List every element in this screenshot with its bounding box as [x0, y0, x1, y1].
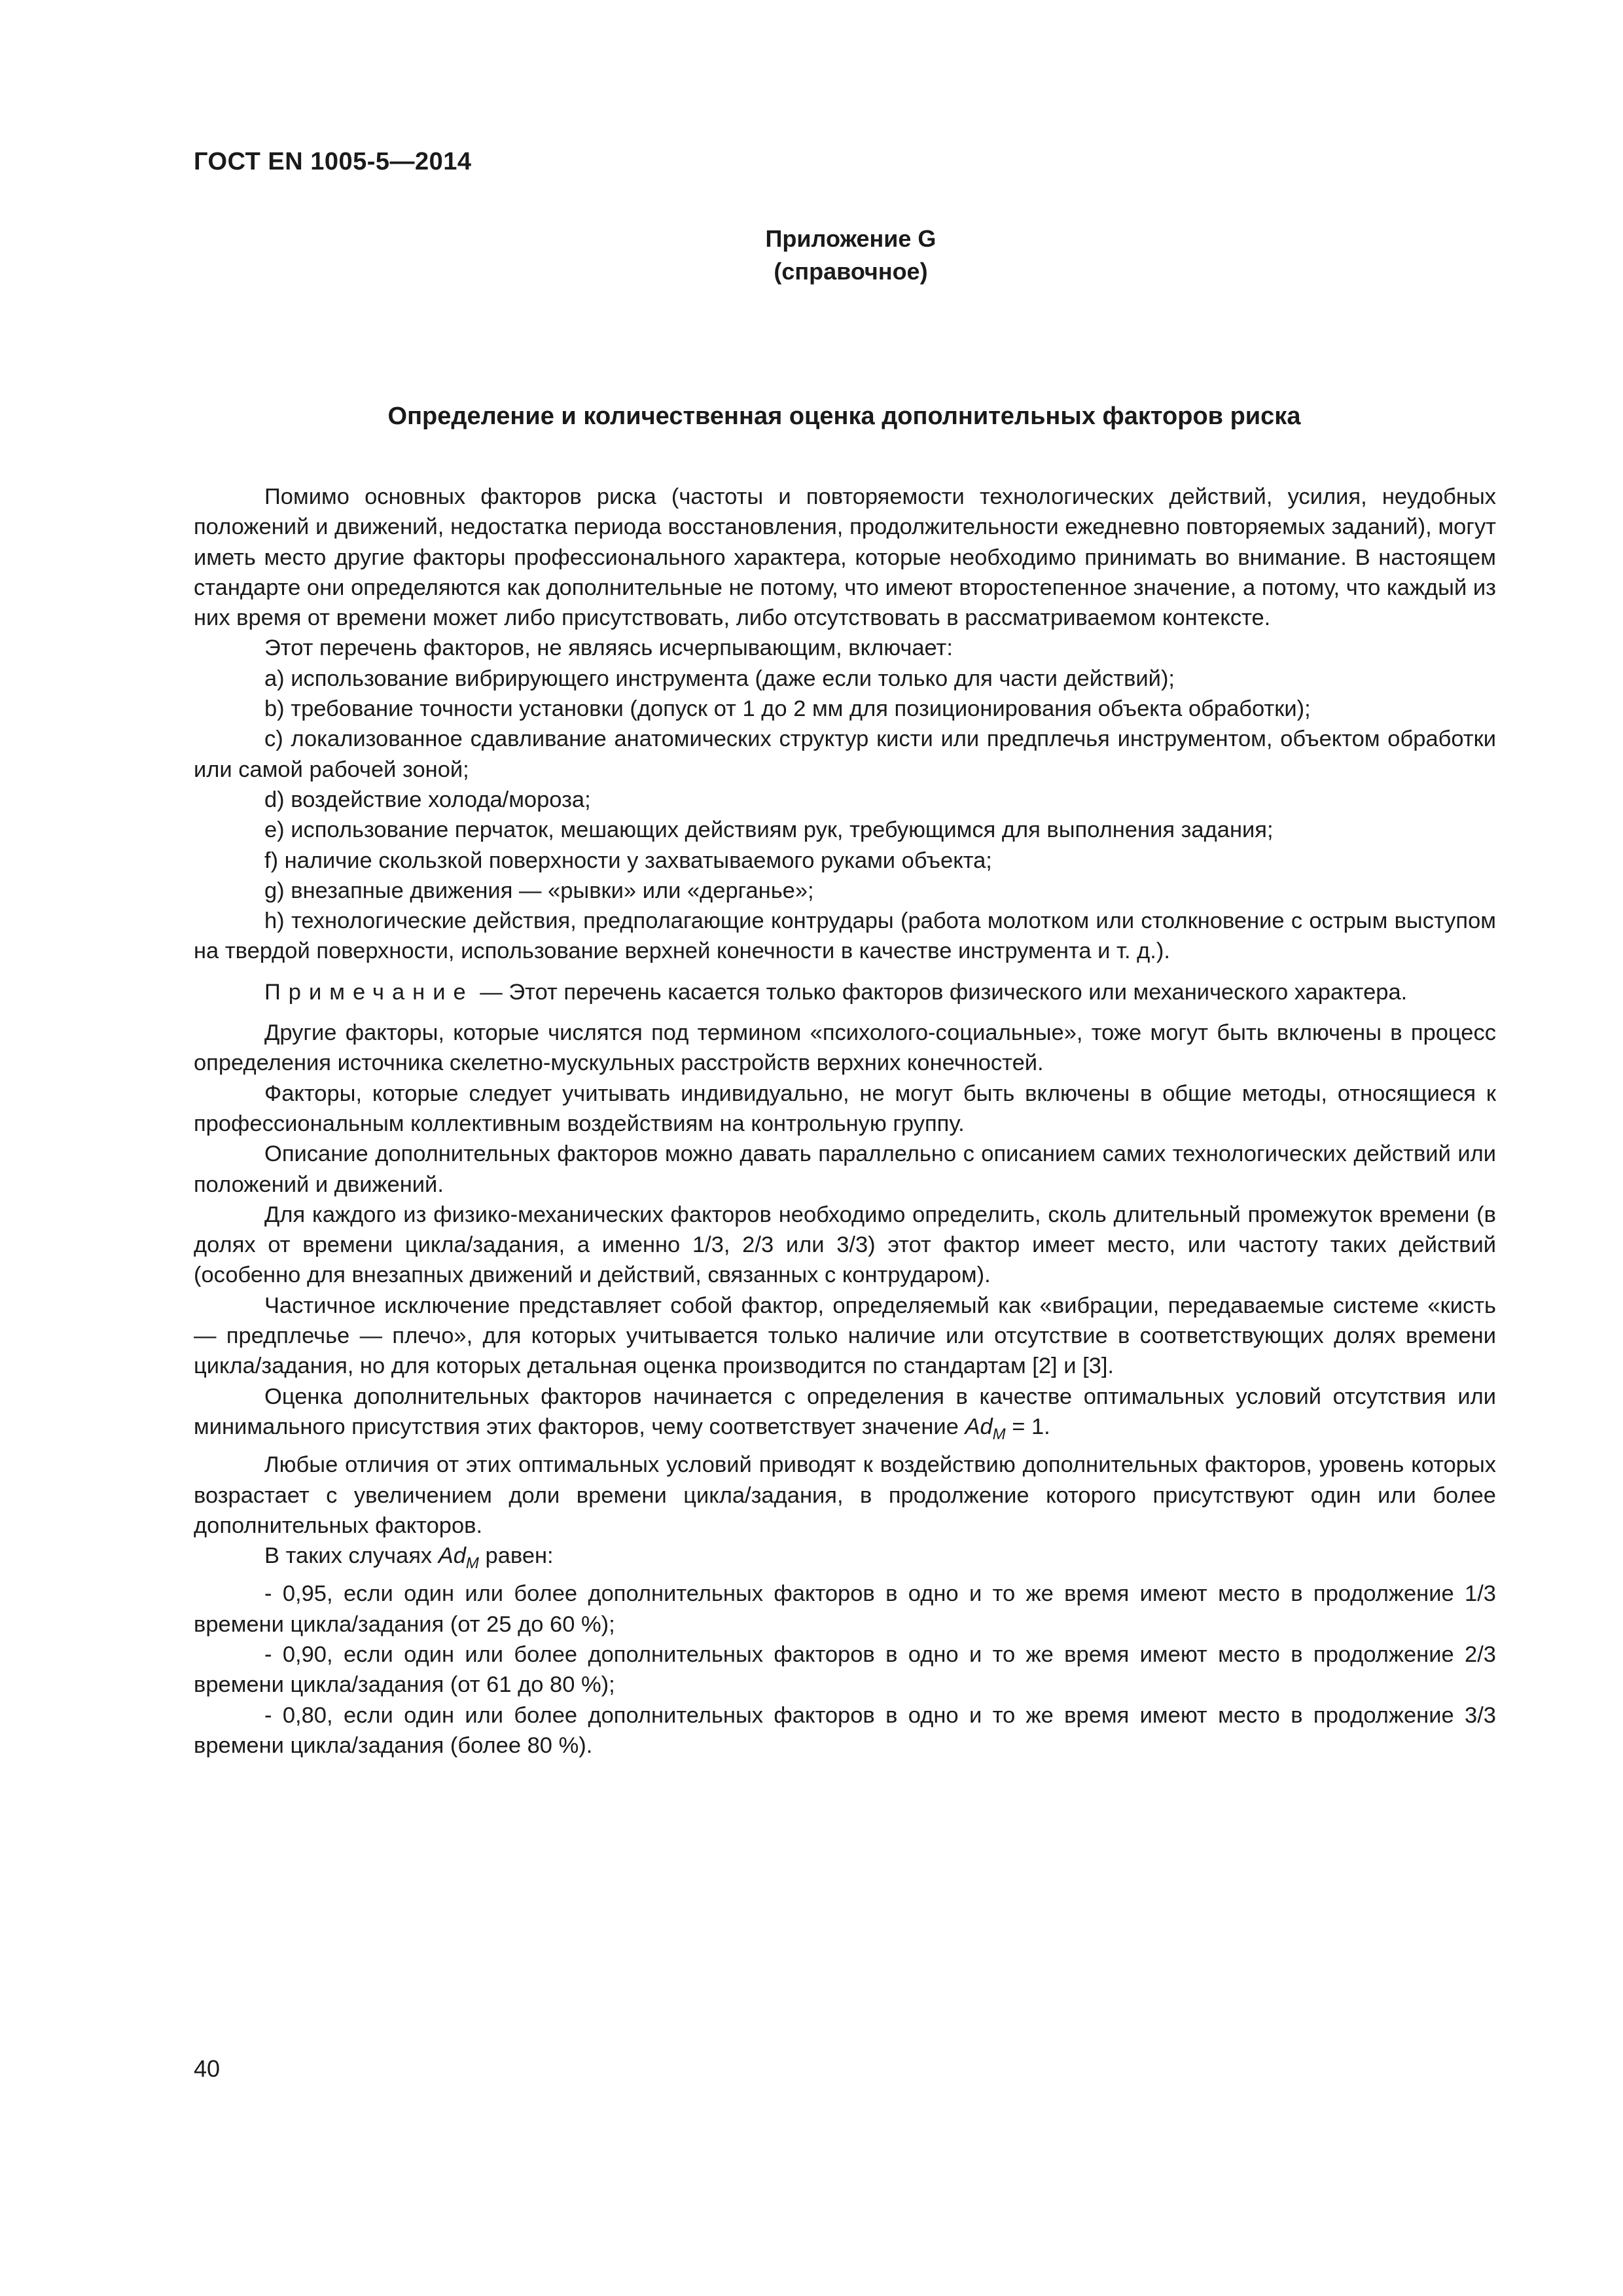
list-item: d) воздействие холода/мороза;	[264, 787, 591, 812]
note-label: Примечание	[264, 979, 474, 1005]
paragraph: Частичное исключение представляет собой фактор, определяемый как «вибрации, передаваемые системе «кисть — предплечье — плечо», для которых учитывается только наличие или отсутствие в соответствующих долях времени цикла/задания, но для которых детальная оценка производится по стандартам [2] и [3].	[194, 1293, 1496, 1379]
annex-heading	[0, 223, 1623, 288]
document-code: ГОСТ EN 1005-5—2014	[194, 148, 472, 175]
dash-item: - 0,90, если один или более дополнительных факторов в одно и то же время имеют место в продолжение 2/3 времени цикла/задания (от 61 до 80 %);	[194, 1641, 1496, 1698]
paragraph-text: В таких случаях	[264, 1543, 438, 1569]
paragraph: Этот перечень факторов, не являясь исчерпывающим, включает:	[264, 636, 953, 661]
symbol-subscript: M	[992, 1425, 1006, 1443]
note	[194, 977, 1496, 1007]
paragraph: Помимо основных факторов риска (частоты и повторяемости технологических действий, усилия, неудобных положений и движений, недостатка периода восстановления, продолжительности ежедневно повторяемых заданий), могут иметь место другие факторы профессионального характера, которые необходимо принимать во внимание. В настоящем стандарте они определяются как дополнительные не потому, что имеют второстепенное значение, а потому, что каждый из них время от времени может либо присутствовать, либо отсутствовать в рассматриваемом контексте.	[194, 484, 1496, 631]
annex-title: Определение и количественная оценка дополнительных факторов риска	[387, 403, 1301, 430]
symbol-subscript: M	[465, 1554, 479, 1573]
annex-kind: (справочное)	[774, 258, 928, 285]
paragraph-text: равен:	[478, 1543, 554, 1569]
symbol-base: Ad	[965, 1414, 993, 1439]
paragraph: Факторы, которые следует учитывать индивидуально, не могут быть включены в общие методы, относящиеся к профессиональным коллективным воздействиям на контрольную группу.	[194, 1081, 1496, 1136]
list-item: b) требование точности установки (допуск от 1 до 2 мм для позиционирования объекта обработки);	[264, 696, 1311, 722]
paragraph: Описание дополнительных факторов можно давать параллельно с описанием самих технологических действий или положений и движений.	[194, 1141, 1496, 1197]
dash-item: - 0,80, если один или более дополнительных факторов в одно и то же время имеют место в продолжение 3/3 времени цикла/задания (более 80 %).	[194, 1702, 1496, 1758]
list-item: g) внезапные движения — «рывки» или «дерганье»;	[264, 878, 814, 903]
note-text: — Этот перечень касается только факторов физического или механического характера.	[473, 979, 1408, 1005]
dash-item: - 0,95, если один или более дополнительных факторов в одно и то же время имеют место в продолжение 1/3 времени цикла/задания (от 25 до 60 %);	[194, 1581, 1496, 1637]
list-item: f) наличие скользкой поверхности у захватываемого руками объекта;	[264, 848, 992, 873]
paragraph-text: = 1.	[1005, 1414, 1050, 1439]
list-item: a) использование вибрирующего инструмента (даже если только для части действий);	[264, 666, 1175, 691]
list-item: h) технологические действия, предполагающие контрудары (работа молотком или столкновение с острым выступом на твердой поверхности, использование верхней конечности в качестве инструмента и т. д.).	[194, 908, 1496, 964]
annex-label: Приложение G	[765, 225, 936, 252]
paragraph: Другие факторы, которые числятся под термином «психолого-социальные», тоже могут быть включены в процесс определения источника скелетно-мускульных расстройств верхних конечностей.	[194, 1020, 1496, 1076]
list-item: c) локализованное сдавливание анатомических структур кисти или предплечья инструментом, объектом обработки или самой рабочей зоной;	[194, 726, 1496, 782]
list-item: e) использование перчаток, мешающих действиям рук, требующимся для выполнения задания;	[264, 817, 1274, 843]
paragraph-text: Оценка дополнительных факторов начинается с определения в качестве оптимальных условий отсутствия или минимального присутствия этих факторов, чему соответствует значение	[194, 1384, 1496, 1439]
paragraph: Для каждого из физико-механических факторов необходимо определить, сколь длительный промежуток времени (в долях от времени цикла/задания, а именно 1/3, 2/3 или 3/3) этот фактор имеет место, или частоту таких действий (особенно для внезапных движений и действий, связанных с контрударом).	[194, 1202, 1496, 1288]
symbol-base: Ad	[438, 1543, 466, 1569]
body-text	[194, 482, 1496, 1761]
paragraph	[194, 1541, 1496, 1579]
paragraph	[194, 1382, 1496, 1450]
paragraph: Любые отличия от этих оптимальных условий приводят к воздействию дополнительных факторов, уровень которых возрастает с увеличением доли времени цикла/задания, в продолжение которого присутствуют один или более дополнительных факторов.	[194, 1452, 1496, 1538]
page-number: 40	[194, 2055, 221, 2082]
